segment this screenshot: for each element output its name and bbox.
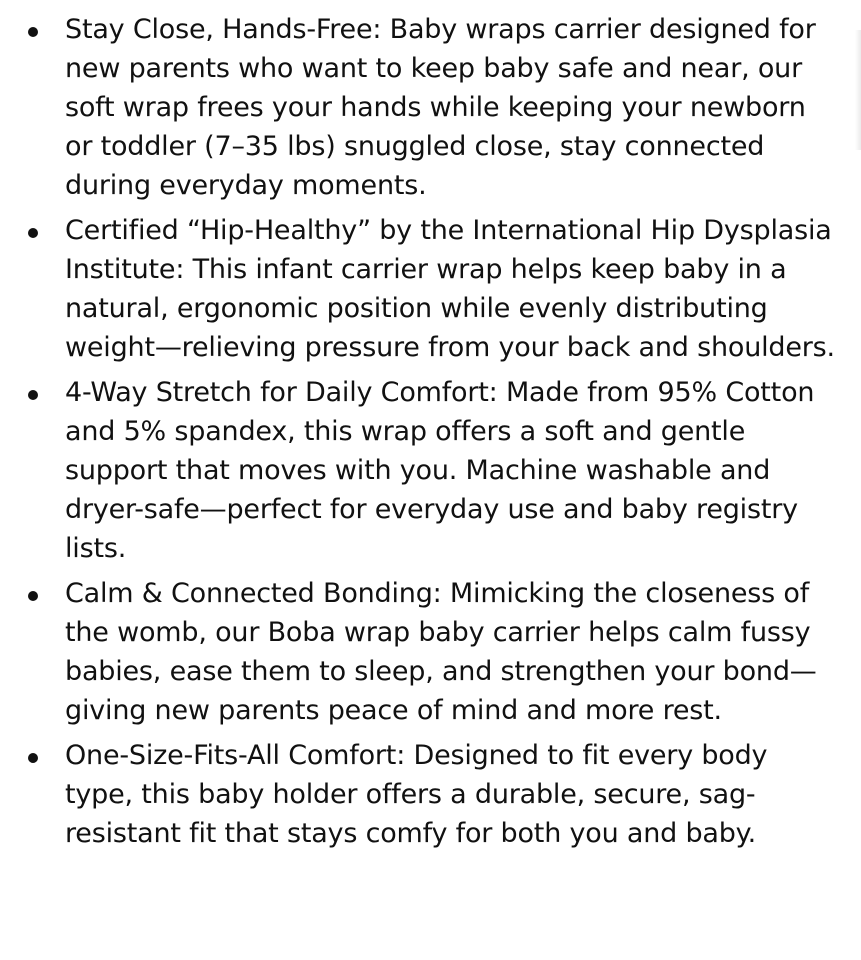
bullet-dot-icon — [28, 591, 38, 601]
bullet-dot-icon — [28, 390, 38, 400]
feature-bullet — [0, 373, 861, 568]
feature-bullet — [0, 211, 861, 367]
right-edge-shadow — [855, 30, 861, 150]
feature-bullet-text: One-Size-Fits-All Comfort: Designed to fit every body type, this baby holder offers a durable, secure, sag-resistant fit that stays comfy for both you and baby. — [65, 740, 768, 849]
feature-bullet-text: Stay Close, Hands-Free: Baby wraps carrier designed for new parents who want to keep baby safe and near, our soft wrap frees your hands while keeping your newborn or toddler (7–35 lbs) snuggled close, stay connected during everyday moments. — [65, 14, 816, 201]
feature-bullet — [0, 10, 861, 205]
feature-bullet-text: Certified “Hip-Healthy” by the International Hip Dysplasia Institute: This infant carrier wrap helps keep baby in a natural, ergonomic position while evenly distributing weight—relieving pressure from your back and shoulders. — [65, 215, 835, 363]
bullet-dot-icon — [28, 753, 38, 763]
feature-bullet-text: Calm & Connected Bonding: Mimicking the closeness of the womb, our Boba wrap baby carrier helps calm fussy babies, ease them to sleep, and strengthen your bond—giving new parents peace of mind and more rest. — [65, 578, 817, 726]
bullet-dot-icon — [28, 228, 38, 238]
feature-bullet — [0, 736, 861, 853]
bullet-dot-icon — [28, 27, 38, 37]
feature-bullet-text: 4-Way Stretch for Daily Comfort: Made from 95% Cotton and 5% spandex, this wrap offers a soft and gentle support that moves with you. Machine washable and dryer-safe—perfect for everyday use and baby registry lists. — [65, 377, 815, 564]
feature-bullet-list — [0, 10, 861, 859]
feature-bullet — [0, 574, 861, 730]
